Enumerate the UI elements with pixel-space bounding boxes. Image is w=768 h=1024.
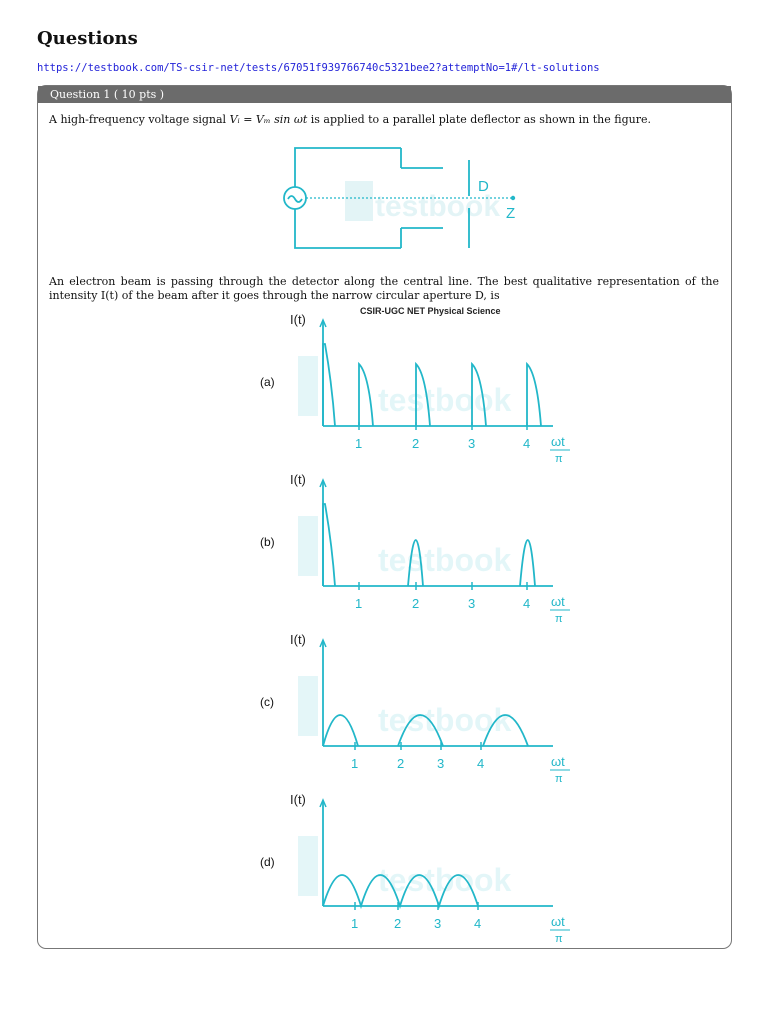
intensity-curve xyxy=(323,715,358,746)
y-axis-label: I(t) xyxy=(290,792,306,807)
x-tick-label: 2 xyxy=(394,916,402,931)
watermark-logo-block xyxy=(298,836,318,896)
watermark-text: testbook xyxy=(378,702,512,738)
x-tick-label: 3 xyxy=(468,436,476,451)
x-tick-label: 4 xyxy=(477,756,485,771)
deflector-diagram xyxy=(273,136,553,261)
option-label: (d) xyxy=(260,855,275,869)
y-axis-label: I(t) xyxy=(290,472,306,487)
option-label: (b) xyxy=(260,535,275,549)
intensity-curve xyxy=(359,364,373,426)
x-axis-label-denominator: π xyxy=(555,613,563,625)
x-axis-label-denominator: π xyxy=(555,933,563,945)
x-axis-label-denominator: π xyxy=(555,773,563,785)
intensity-curve xyxy=(323,504,335,586)
x-tick-label: 3 xyxy=(434,916,442,931)
x-axis-label-numerator: ωt xyxy=(551,594,565,609)
watermark-text: testbook xyxy=(378,542,512,578)
voltage-formula: Vᵢ = Vₘ sin ωt xyxy=(229,113,308,126)
question-header: Question 1 ( 10 pts ) xyxy=(38,86,731,103)
intensity-curve xyxy=(527,364,541,426)
option-label: (a) xyxy=(260,375,275,389)
watermark-logo-block xyxy=(298,356,318,416)
x-tick-label: 1 xyxy=(351,916,359,931)
x-tick-label: 1 xyxy=(355,436,363,451)
page-title: Questions xyxy=(37,28,138,49)
x-tick-label: 2 xyxy=(412,596,420,611)
x-tick-label: 4 xyxy=(474,916,482,931)
x-tick-label: 4 xyxy=(523,436,531,451)
aperture-label: D xyxy=(478,178,489,195)
question-text xyxy=(49,113,719,127)
option-label: (c) xyxy=(260,695,274,709)
x-axis-label-numerator: ωt xyxy=(551,754,565,769)
x-tick-label: 1 xyxy=(355,596,363,611)
x-tick-label: 1 xyxy=(351,756,359,771)
question-text-2: An electron beam is passing through the detector along the central line. The best qualitative representation of the intensity I(t) of the beam after it goes through the narrow circular aperture D, is xyxy=(49,275,719,302)
x-tick-label: 2 xyxy=(397,756,405,771)
cropped-caption-text: CSIR-UGC NET Physical Science xyxy=(360,306,501,316)
y-axis-label: I(t) xyxy=(290,632,306,647)
detector-point xyxy=(511,196,515,200)
y-axis-label: I(t) xyxy=(290,312,306,327)
watermark-text: testbook xyxy=(378,862,512,898)
intensity-curve xyxy=(323,344,335,426)
source-link[interactable]: https://testbook.com/TS-csir-net/tests/67051f939766740c5321bee2?attemptNo=1#/lt-solutions xyxy=(37,62,600,74)
watermark-logo-block xyxy=(298,516,318,576)
question-text-end: is applied to a parallel plate deflector as shown in the figure. xyxy=(307,113,651,126)
watermark-text: testbook xyxy=(375,190,501,223)
x-tick-label: 3 xyxy=(437,756,445,771)
intensity-graphs xyxy=(208,312,588,945)
watermark-text: testbook xyxy=(378,382,512,418)
intensity-curve xyxy=(520,540,535,586)
question-text-start: A high-frequency voltage signal xyxy=(49,113,230,126)
x-tick-label: 3 xyxy=(468,596,476,611)
x-tick-label: 2 xyxy=(412,436,420,451)
z-axis-label: Z xyxy=(506,205,516,222)
x-tick-label: 4 xyxy=(523,596,531,611)
x-axis-label-numerator: ωt xyxy=(551,434,565,449)
question-card xyxy=(37,85,732,949)
x-axis-label-denominator: π xyxy=(555,453,563,465)
watermark-logo-block xyxy=(298,676,318,736)
x-axis-label-numerator: ωt xyxy=(551,914,565,929)
